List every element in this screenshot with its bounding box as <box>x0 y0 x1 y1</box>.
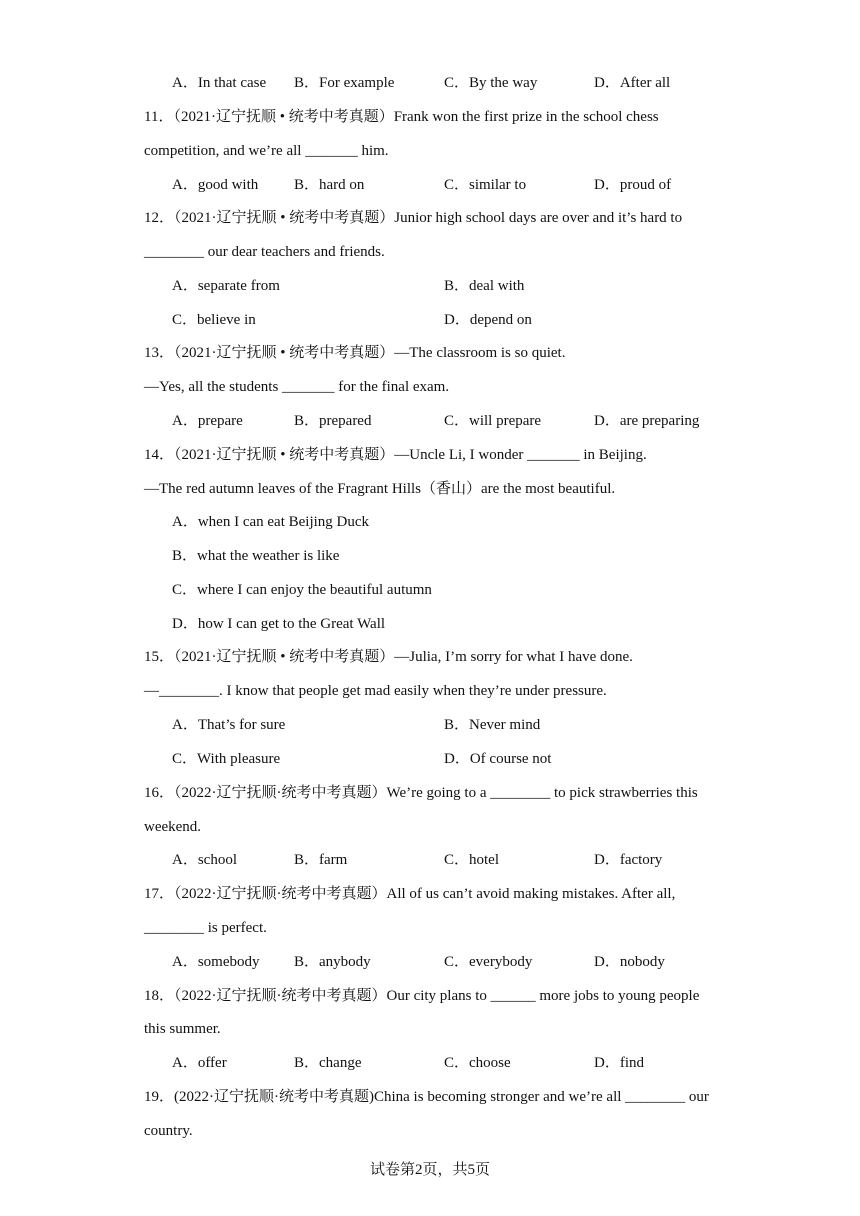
option-b: B．farm <box>294 852 348 868</box>
option-b: B．Never mind <box>444 717 541 733</box>
question-stem-line: 11．（2021·辽宁抚顺 • 统考中考真题）Frank won the first prize in the school chess <box>144 109 659 125</box>
option-a: A．prepare <box>172 413 243 429</box>
page-footer: 试卷第2页，共5页 <box>369 1162 490 1178</box>
option-c: C．choose <box>444 1055 511 1071</box>
option-c: C．hotel <box>444 852 499 868</box>
option-d: D．factory <box>594 852 663 868</box>
question-stem-line: 18．（2022·辽宁抚顺·统考中考真题）Our city plans to ______ more jobs to young people <box>144 988 700 1004</box>
option-c: C．similar to <box>444 177 527 193</box>
option-b: B．For example <box>294 75 395 91</box>
question-stem-line: 13．（2021·辽宁抚顺 • 统考中考真题）—The classroom is so quiet. <box>144 345 566 361</box>
option-a: A．In that case <box>172 75 267 91</box>
option-c: C．believe in <box>172 312 256 328</box>
option-d: D．nobody <box>594 954 665 970</box>
option-c: C．By the way <box>444 75 538 91</box>
option-a: A．That’s for sure <box>172 717 286 733</box>
option-d: D．proud of <box>594 177 672 193</box>
question-stem-line: —Yes, all the students _______ for the final exam. <box>144 379 450 395</box>
option-d: D．find <box>594 1055 644 1071</box>
option-d: D．are preparing <box>594 413 700 429</box>
question-stem-line: 17．（2022·辽宁抚顺·统考中考真题）All of us can’t avoid making mistakes. After all, <box>144 886 676 902</box>
question-stem-line: country. <box>144 1123 193 1139</box>
option-a: A．offer <box>172 1055 227 1071</box>
question-stem-line: 14．（2021·辽宁抚顺 • 统考中考真题）—Uncle Li, I wonder _______ in Beijing. <box>144 447 647 463</box>
option-b: B．what the weather is like <box>172 548 340 564</box>
option-c: C．where I can enjoy the beautiful autumn <box>172 582 432 598</box>
question-stem-line: this summer. <box>144 1021 221 1037</box>
option-c: C．everybody <box>444 954 533 970</box>
question-stem-line: 15．（2021·辽宁抚顺 • 统考中考真题）—Julia, I’m sorry for what I have done. <box>144 649 633 665</box>
option-a: A．good with <box>172 177 259 193</box>
option-d: D．After all <box>594 75 671 91</box>
option-a: A．school <box>172 852 237 868</box>
option-d: D．Of course not <box>444 751 552 767</box>
question-stem-line: 19．(2022·辽宁抚顺·统考中考真题)China is becoming stronger and we’re all ________ our <box>144 1089 709 1105</box>
question-stem-line: competition, and we’re all _______ him. <box>144 143 389 159</box>
option-b: B．hard on <box>294 177 365 193</box>
option-c: C．With pleasure <box>172 751 281 767</box>
option-b: B．anybody <box>294 954 371 970</box>
option-b: B．change <box>294 1055 362 1071</box>
question-stem-line: weekend. <box>144 819 202 835</box>
question-stem-line: 16．（2022·辽宁抚顺·统考中考真题）We’re going to a ________ to pick strawberries this <box>144 785 698 801</box>
option-d: D．how I can get to the Great Wall <box>172 616 386 632</box>
question-stem-line: ________ our dear teachers and friends. <box>144 244 385 260</box>
question-stem-line: —The red autumn leaves of the Fragrant Hills（香山）are the most beautiful. <box>144 481 616 497</box>
option-a: A．when I can eat Beijing Duck <box>172 514 370 530</box>
question-stem-line: —________. I know that people get mad easily when they’re under pressure. <box>144 683 607 699</box>
option-c: C．will prepare <box>444 413 542 429</box>
option-a: A．separate from <box>172 278 280 294</box>
option-d: D．depend on <box>444 312 532 328</box>
option-a: A．somebody <box>172 954 260 970</box>
question-stem-line: 12．（2021·辽宁抚顺 • 统考中考真题）Junior high school days are over and it’s hard to <box>144 210 683 226</box>
option-b: B．deal with <box>444 278 525 294</box>
question-stem-line: ________ is perfect. <box>144 920 267 936</box>
option-b: B．prepared <box>294 413 372 429</box>
